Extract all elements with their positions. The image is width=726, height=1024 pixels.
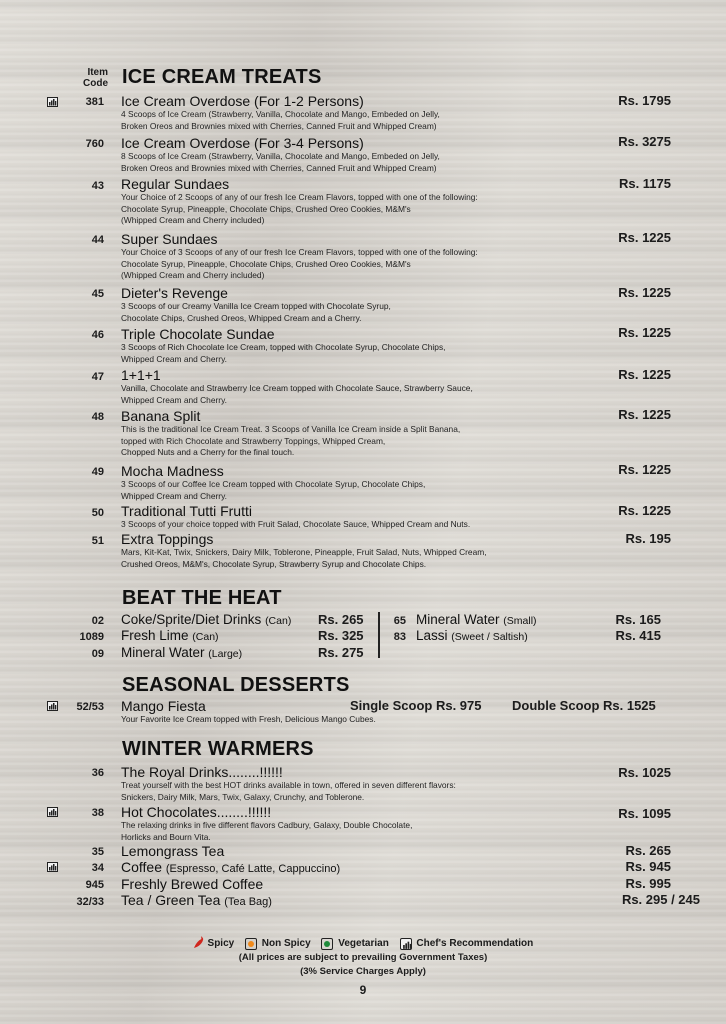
item-description: 8 Scoops of Ice Cream (Strawberry, Vanilla, Chocolate and Mango, Embeded on Jelly, Broken Oreos and Brownies mixed with Cherries, Canned Fruit and Whipped Cream) — [121, 151, 440, 173]
item-code: 43 — [91, 180, 104, 192]
drink-price: Rs. 415 — [615, 628, 661, 643]
item-description: The relaxing drinks in five different flavors Cadbury, Galaxy, Double Chocolate, Horlicks and Bourn Vita. — [121, 820, 413, 842]
legend-vegetarian-label: Vegetarian — [338, 938, 389, 949]
legend-spicy-label: Spicy — [207, 938, 235, 949]
item-description: 3 Scoops of our Coffee Ice Cream topped with Chocolate Syrup, Chocolate Chips, Whipped Cream and Cherry. — [121, 479, 426, 501]
drink-price: Rs. 265 — [318, 612, 364, 627]
item-code: 50 — [91, 507, 104, 519]
item-name: Super Sundaes — [121, 231, 218, 247]
item-price: Rs. 1175 — [618, 176, 671, 191]
menu-item — [121, 859, 591, 877]
menu-item — [121, 285, 591, 324]
item-price: Rs. 265 — [625, 843, 671, 858]
drink-item: Mineral Water (Small) — [416, 612, 537, 627]
item-price: Rs. 1795 — [618, 93, 671, 108]
item-description: Your Choice of 2 Scoops of any of our fresh Ice Cream Flavors, topped with one of the following: Chocolate Syrup, Pineapple, Chocolate Chips, Crushed Oreo Cookies, M&M's (Whipped Cream and Cherry included) — [121, 192, 478, 225]
item-name: Extra Toppings — [121, 531, 214, 547]
item-code: 945 — [85, 879, 104, 891]
legend-chefs-label: Chef's Recommendation — [416, 938, 534, 949]
column-divider — [378, 612, 380, 658]
single-scoop-price: Single Scoop Rs. 975 — [350, 698, 482, 713]
item-price: Rs. 1225 — [618, 285, 671, 300]
item-code: 09 — [91, 648, 104, 660]
section-title-winter-warmers: WINTER WARMERS — [122, 738, 314, 760]
drink-item: Mineral Water (Large) — [121, 645, 243, 660]
item-code: 46 — [91, 329, 104, 341]
section-title-seasonal-desserts: SEASONAL DESSERTS — [122, 674, 350, 696]
item-code: 38 — [91, 807, 104, 819]
item-price: Rs. 1225 — [618, 407, 671, 422]
menu-item — [121, 176, 591, 227]
menu-item — [121, 503, 591, 531]
item-code: 44 — [91, 234, 104, 246]
item-code: 32/33 — [76, 896, 104, 908]
drink-item: Lassi (Sweet / Saltish) — [416, 628, 528, 643]
item-description: 3 Scoops of our Creamy Vanilla Ice Cream topped with Chocolate Syrup, Chocolate Chips, Crushed Oreos, Whipped Cream and a Cherry. — [121, 301, 391, 323]
menu-item — [121, 463, 591, 502]
drink-price: Rs. 275 — [318, 645, 364, 660]
item-description: Your Choice of 3 Scoops of any of our fresh Ice Cream Flavors, topped with one of the following: Chocolate Syrup, Pineapple, Chocolate Chips, Crushed Oreo Cookies, M&M's (Whipped Cream and Cherry included) — [121, 247, 478, 280]
item-price: Rs. 195 — [625, 531, 671, 546]
drink-item: Coke/Sprite/Diet Drinks (Can) — [121, 612, 292, 627]
item-price: Rs. 1225 — [618, 503, 671, 518]
item-code-header-line2: Code — [83, 78, 108, 89]
menu-item — [121, 93, 591, 132]
non-spicy-icon — [245, 938, 257, 950]
menu-item — [121, 326, 591, 365]
item-code: 83 — [393, 631, 406, 643]
item-code: 02 — [91, 615, 104, 627]
item-description: This is the traditional Ice Cream Treat. 3 Scoops of Vanilla Ice Cream inside a Split Banana, topped with Rich Chocolate and Strawberry Toppings, Whipped Cream, Chopped Nuts and a Cherry for the final touch. — [121, 424, 461, 457]
service-charge-note: (3% Service Charges Apply) — [300, 966, 426, 977]
legend — [0, 935, 726, 952]
menu-item — [121, 892, 591, 910]
item-description: Vanilla, Chocolate and Strawberry Ice Cream topped with Chocolate Sauce, Strawberry Sauce, Whipped Cream and Cherry. — [121, 383, 473, 405]
menu-item — [121, 843, 591, 859]
item-description: Your Favorite Ice Cream topped with Fresh, Delicious Mango Cubes. — [121, 714, 376, 724]
item-price: Rs. 1225 — [618, 230, 671, 245]
item-description: 3 Scoops of your choice topped with Fruit Salad, Chocolate Sauce, Whipped Cream and Nuts. — [121, 519, 471, 529]
item-price: Rs. 995 — [625, 876, 671, 891]
item-name: Mocha Madness — [121, 463, 224, 479]
item-name: The Royal Drinks........!!!!!! — [121, 764, 283, 780]
item-name: Lemongrass Tea — [121, 843, 225, 859]
legend-non-spicy-label: Non Spicy — [261, 938, 311, 949]
section-title-beat-the-heat: BEAT THE HEAT — [122, 587, 282, 609]
menu-item — [121, 876, 591, 892]
item-price: Rs. 1095 — [618, 806, 671, 821]
item-description: 4 Scoops of Ice Cream (Strawberry, Vanilla, Chocolate and Mango, Embeded on Jelly, Broken Oreos and Brownies mixed with Cherries, Canned Fruit and Whipped Cream) — [121, 109, 440, 131]
menu-item — [121, 531, 591, 570]
item-description: Mars, Kit-Kat, Twix, Snickers, Dairy Milk, Toblerone, Pineapple, Fruit Salad, Nuts, Whipped Cream, Crushed Oreos, M&M's, Chocolate Syrup, Strawberry Syrup and Chocolate Chips. — [121, 547, 487, 569]
item-code: 1089 — [79, 631, 104, 643]
item-name: Ice Cream Overdose (For 1-2 Persons) — [121, 93, 364, 109]
item-price: Rs. 945 — [625, 859, 671, 874]
item-code: 48 — [91, 411, 104, 423]
item-name: 1+1+1 — [121, 367, 161, 383]
item-price: Rs. 1225 — [618, 367, 671, 382]
chefs-recommendation-icon — [400, 938, 412, 950]
drink-price: Rs. 325 — [318, 628, 364, 643]
menu-item — [121, 231, 591, 282]
double-scoop-price: Double Scoop Rs. 1525 — [512, 698, 656, 713]
item-price: Rs. 1225 — [618, 325, 671, 340]
item-code: 45 — [91, 288, 104, 300]
item-code: 47 — [91, 371, 104, 383]
item-name: Traditional Tutti Frutti — [121, 503, 252, 519]
menu-item — [121, 804, 591, 843]
item-name: Dieter's Revenge — [121, 285, 228, 301]
section-title-ice-cream: ICE CREAM TREATS — [122, 66, 322, 88]
drink-item: Fresh Lime (Can) — [121, 628, 219, 643]
item-name: Freshly Brewed Coffee — [121, 876, 264, 892]
item-code: 52/53 — [76, 701, 104, 713]
item-name: Regular Sundaes — [121, 176, 230, 192]
item-name: Tea / Green Tea (Tea Bag) — [121, 892, 272, 908]
tax-note: (All prices are subject to prevailing Government Taxes) — [238, 952, 488, 963]
drink-price: Rs. 165 — [615, 612, 661, 627]
item-price: Rs. 1025 — [618, 765, 671, 780]
vegetarian-icon — [321, 938, 333, 950]
item-price: Rs. 1225 — [618, 462, 671, 477]
menu-item — [121, 764, 591, 803]
item-description: Treat yourself with the best HOT drinks available in town, offered in seven different flavors: Snickers, Dairy Milk, Mars, Twix, Galaxy, Crunchy, and Toblerone. — [121, 780, 456, 802]
item-name: Banana Split — [121, 408, 201, 424]
item-code: 49 — [91, 466, 104, 478]
item-name: Ice Cream Overdose (For 3-4 Persons) — [121, 135, 364, 151]
item-description: 3 Scoops of Rich Chocolate Ice Cream, topped with Chocolate Syrup, Chocolate Chips, Whipped Cream and Cherry. — [121, 342, 446, 364]
item-price: Rs. 3275 — [618, 134, 671, 149]
item-code: 34 — [91, 862, 104, 874]
item-code: 760 — [85, 138, 104, 150]
item-name: Coffee (Espresso, Café Latte, Cappuccino) — [121, 859, 341, 875]
item-code: 381 — [85, 96, 104, 108]
item-code-header — [62, 67, 108, 89]
item-name: Triple Chocolate Sundae — [121, 326, 275, 342]
item-code-header-line1: Item — [87, 67, 108, 78]
item-code: 65 — [393, 615, 406, 627]
item-price: Rs. 295 / 245 — [621, 892, 700, 907]
page-number: 9 — [359, 983, 367, 997]
spicy-icon — [193, 935, 205, 952]
item-code: 51 — [91, 535, 104, 547]
item-code: 35 — [91, 846, 104, 858]
menu-item — [121, 135, 591, 174]
menu-item — [121, 367, 591, 406]
item-code: 36 — [91, 767, 104, 779]
item-name: Mango Fiesta — [121, 698, 206, 714]
item-name: Hot Chocolates........!!!!!! — [121, 804, 272, 820]
menu-item — [121, 408, 591, 459]
